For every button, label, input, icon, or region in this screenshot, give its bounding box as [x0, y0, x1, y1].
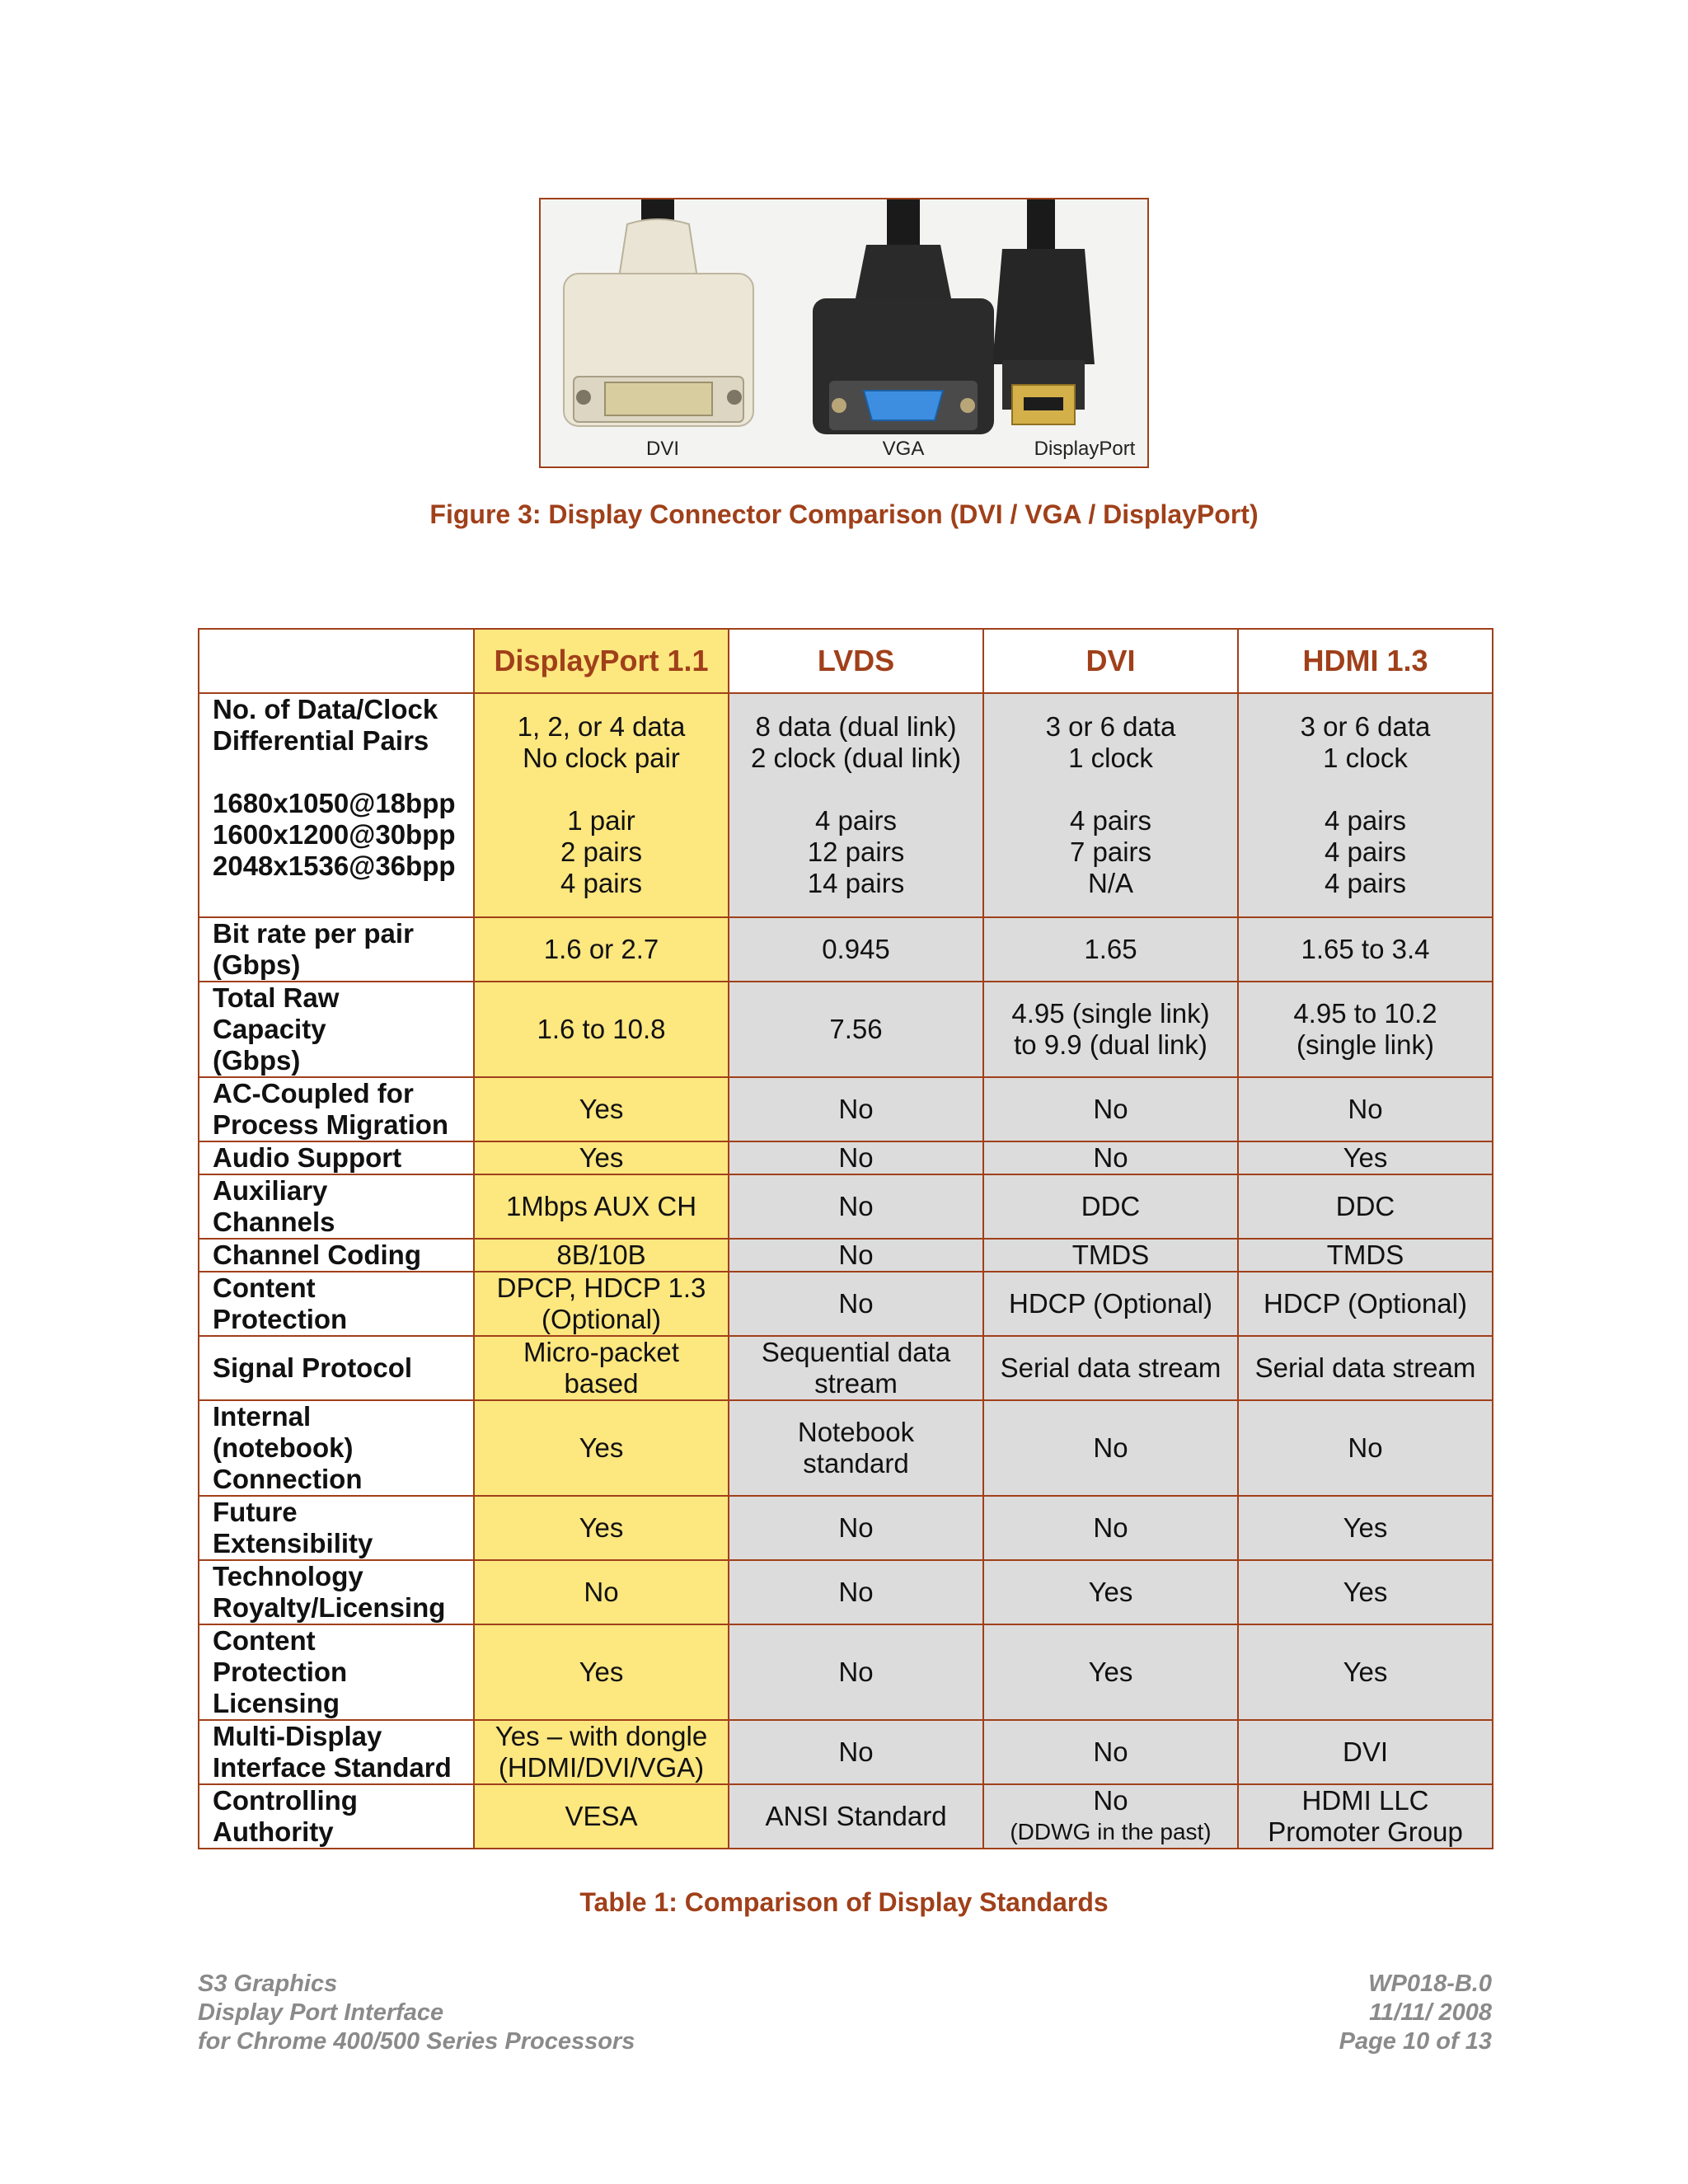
- table-cell: Notebook standard: [729, 1400, 983, 1496]
- row-label: Auxiliary Channels: [199, 1174, 474, 1239]
- header-dvi: DVI: [983, 629, 1238, 693]
- table-cell: Yes: [1238, 1141, 1493, 1174]
- table-cell: [983, 1784, 1238, 1849]
- cell-main-text: No: [1093, 1785, 1128, 1816]
- table-cell: Sequential data stream: [729, 1336, 983, 1400]
- table-cell: DPCP, HDCP 1.3 (Optional): [474, 1272, 729, 1336]
- footer-right: WP018-B.0 11/11/ 2008 Page 10 of 13: [1339, 1971, 1492, 2055]
- table-cell: 1.6 to 10.8: [474, 982, 729, 1077]
- table-cell: No: [983, 1720, 1238, 1784]
- table-cell: No: [729, 1239, 983, 1272]
- table-cell: No: [729, 1141, 983, 1174]
- table-cell: 4.95 (single link) to 9.9 (dual link): [983, 982, 1238, 1077]
- photo-label-dvi: DVI: [645, 438, 680, 460]
- table-cell: 3 or 6 data 1 clock 4 pairs 7 pairs N/A: [983, 693, 1238, 917]
- table-cell: Yes: [474, 1496, 729, 1560]
- figure-caption: Figure 3: Display Connector Comparison (DVI / VGA / DisplayPort): [429, 499, 1259, 529]
- photo-label-displayport: DisplayPort: [1034, 438, 1136, 460]
- table-row: [199, 1077, 1493, 1141]
- table-cell: No: [729, 1272, 983, 1336]
- table-cell: 1Mbps AUX CH: [474, 1174, 729, 1239]
- table-cell: No: [1238, 1400, 1493, 1496]
- table-cell: Yes: [983, 1624, 1238, 1720]
- table-cell: No: [729, 1077, 983, 1141]
- table-cell: Yes: [1238, 1624, 1493, 1720]
- table-cell: 0.945: [729, 917, 983, 982]
- table-cell: No: [1238, 1077, 1493, 1141]
- header-hdmi: HDMI 1.3: [1238, 629, 1493, 693]
- row-label: AC-Coupled for Process Migration: [199, 1077, 474, 1141]
- table-cell: Yes: [474, 1077, 729, 1141]
- table-cell: Yes: [1238, 1496, 1493, 1560]
- table-cell: 1, 2, or 4 data No clock pair 1 pair 2 pairs 4 pairs: [474, 693, 729, 917]
- table-cell: No: [983, 1400, 1238, 1496]
- table-row: [199, 1400, 1493, 1496]
- table-row: [199, 1496, 1493, 1560]
- table-cell: 8 data (dual link) 2 clock (dual link) 4 pairs 12 pairs 14 pairs: [729, 693, 983, 917]
- table-cell: VESA: [474, 1784, 729, 1849]
- table-row: [199, 1720, 1493, 1784]
- table-cell: Micro-packet based: [474, 1336, 729, 1400]
- table-cell: 3 or 6 data 1 clock 4 pairs 4 pairs 4 pairs: [1238, 693, 1493, 917]
- table-cell: Serial data stream: [1238, 1336, 1493, 1400]
- photo-label-vga: VGA: [882, 438, 925, 460]
- row-label: Multi-Display Interface Standard: [199, 1720, 474, 1784]
- table-caption: Table 1: Comparison of Display Standards: [579, 1887, 1109, 1917]
- header-lvds: LVDS: [729, 629, 983, 693]
- row-label: Channel Coding: [199, 1239, 474, 1272]
- table-cell: 1.6 or 2.7: [474, 917, 729, 982]
- row-label: Content Protection Licensing: [199, 1624, 474, 1720]
- table-cell: No: [474, 1560, 729, 1624]
- row-label: Audio Support: [199, 1141, 474, 1174]
- table-row: [199, 1272, 1493, 1336]
- table-cell: HDCP (Optional): [1238, 1272, 1493, 1336]
- table-cell: ANSI Standard: [729, 1784, 983, 1849]
- table-cell: No: [729, 1720, 983, 1784]
- table-cell: Yes: [983, 1560, 1238, 1624]
- table-cell: HDMI LLC Promoter Group: [1238, 1784, 1493, 1849]
- table-cell: TMDS: [1238, 1239, 1493, 1272]
- table-cell: 4.95 to 10.2 (single link): [1238, 982, 1493, 1077]
- table-cell: DDC: [983, 1174, 1238, 1239]
- table-cell: No: [983, 1077, 1238, 1141]
- table-row: [199, 982, 1493, 1077]
- table-row: [199, 1784, 1493, 1849]
- row-label: Content Protection: [199, 1272, 474, 1336]
- table-cell: No: [729, 1624, 983, 1720]
- table-cell: Yes: [1238, 1560, 1493, 1624]
- table-cell: Serial data stream: [983, 1336, 1238, 1400]
- row-label: Controlling Authority: [199, 1784, 474, 1849]
- table-cell: 7.56: [729, 982, 983, 1077]
- table-cell: 1.65 to 3.4: [1238, 917, 1493, 982]
- table-cell: Yes: [474, 1624, 729, 1720]
- header-displayport: DisplayPort 1.1: [474, 629, 729, 693]
- header-empty: [199, 629, 474, 693]
- row-label: Internal (notebook) Connection: [199, 1400, 474, 1496]
- table-cell: 8B/10B: [474, 1239, 729, 1272]
- table-row: [199, 1336, 1493, 1400]
- table-row: [199, 1560, 1493, 1624]
- table-cell: DDC: [1238, 1174, 1493, 1239]
- cell-note: (DDWG in the past): [1010, 1819, 1212, 1844]
- row-label: Future Extensibility: [199, 1496, 474, 1560]
- table-cell: Yes: [474, 1400, 729, 1496]
- row-label: Signal Protocol: [199, 1336, 474, 1400]
- table-header-row: [199, 629, 1493, 693]
- table-cell: No: [983, 1141, 1238, 1174]
- comparison-table: [198, 628, 1493, 1849]
- row-label: Total Raw Capacity (Gbps): [199, 982, 474, 1077]
- table-cell: HDCP (Optional): [983, 1272, 1238, 1336]
- table-cell: No: [983, 1496, 1238, 1560]
- row-label: Technology Royalty/Licensing: [199, 1560, 474, 1624]
- table-row: [199, 1174, 1493, 1239]
- table-row: [199, 917, 1493, 982]
- table-cell: No: [729, 1496, 983, 1560]
- table-cell: 1.65: [983, 917, 1238, 982]
- table-cell: DVI: [1238, 1720, 1493, 1784]
- table-cell: No: [729, 1560, 983, 1624]
- row-label: Bit rate per pair (Gbps): [199, 917, 474, 982]
- connector-photo: [539, 198, 1149, 468]
- row-label: No. of Data/Clock Differential Pairs 1680x1050@18bpp 1600x1200@30bpp 2048x1536@36bpp: [199, 693, 474, 917]
- table-row: [199, 1239, 1493, 1272]
- table-cell: Yes – with dongle (HDMI/DVI/VGA): [474, 1720, 729, 1784]
- table-cell: No: [729, 1174, 983, 1239]
- table-row: [199, 1141, 1493, 1174]
- footer-left: S3 Graphics Display Port Interface for Chrome 400/500 Series Processors: [198, 1971, 635, 2055]
- table-row: [199, 1624, 1493, 1720]
- table-cell: Yes: [474, 1141, 729, 1174]
- table-cell: TMDS: [983, 1239, 1238, 1272]
- table-row: [199, 693, 1493, 917]
